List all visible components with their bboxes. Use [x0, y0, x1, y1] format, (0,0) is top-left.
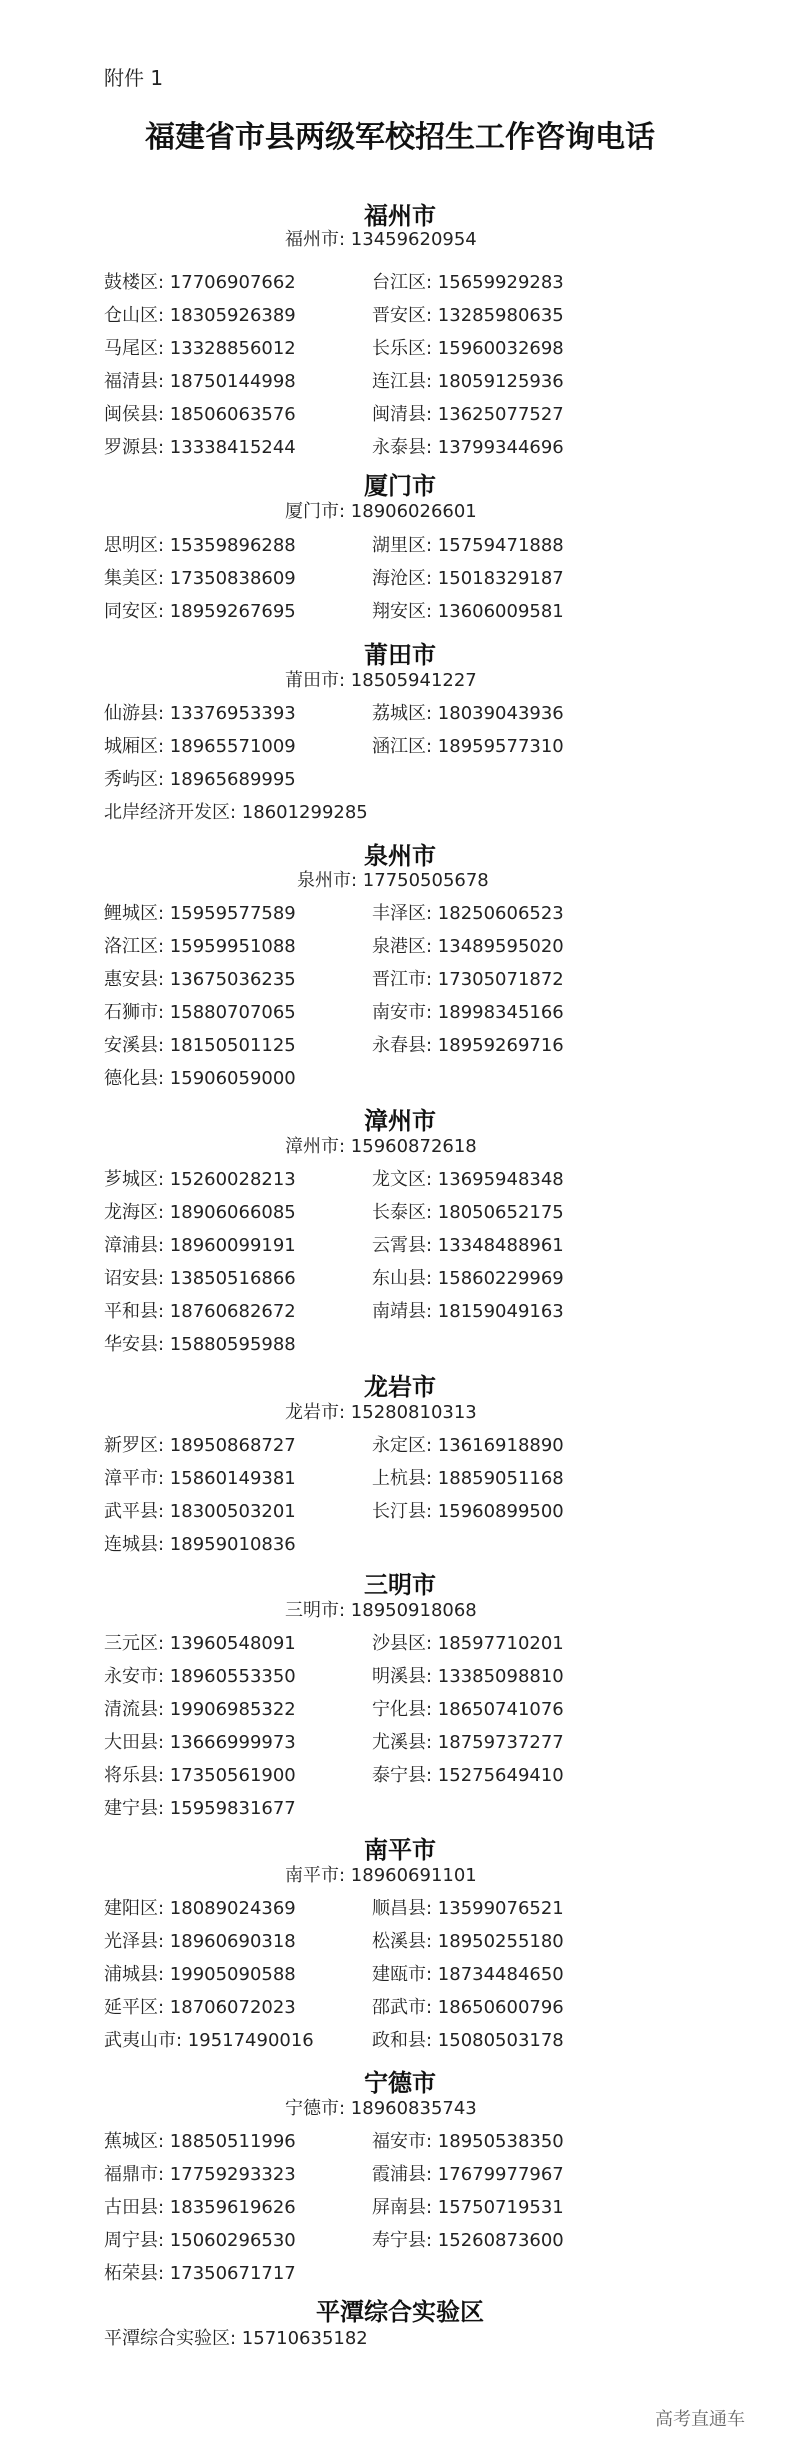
- district-contact: 寿宁县: 15260873600: [372, 2230, 564, 2251]
- footer-watermark: 高考直通车: [655, 2409, 745, 2430]
- district-contact: 荔城区: 18039043936: [372, 703, 564, 724]
- district-contact: 清流县: 19906985322: [104, 1699, 296, 1720]
- city-main-contact: 南平市: 18960691101: [285, 1865, 477, 1886]
- district-contact: 福清县: 18750144998: [104, 371, 296, 392]
- district-contact: 芗城区: 15260028213: [104, 1169, 296, 1190]
- attachment-label: 附件 1: [104, 66, 164, 90]
- district-contact: 大田县: 13666999973: [104, 1732, 296, 1753]
- district-contact: 平和县: 18760682672: [104, 1301, 296, 1322]
- city-heading: 南平市: [364, 1835, 436, 1864]
- city-main-contact: 厦门市: 18906026601: [285, 501, 477, 522]
- district-contact: 台江区: 15659929283: [372, 272, 564, 293]
- district-contact: 石狮市: 15880707065: [104, 1002, 296, 1023]
- city-heading: 厦门市: [364, 471, 436, 500]
- district-contact: 北岸经济开发区: 18601299285: [104, 802, 368, 823]
- district-contact: 仓山区: 18305926389: [104, 305, 296, 326]
- district-contact: 三元区: 13960548091: [104, 1633, 296, 1654]
- district-contact: 龙海区: 18906066085: [104, 1202, 296, 1223]
- city-main-contact: 宁德市: 18960835743: [285, 2098, 477, 2119]
- district-contact: 武夷山市: 19517490016: [104, 2030, 314, 2051]
- district-contact: 湖里区: 15759471888: [372, 535, 564, 556]
- district-contact: 新罗区: 18950868727: [104, 1435, 296, 1456]
- city-heading: 宁德市: [364, 2068, 436, 2097]
- district-contact: 马尾区: 13328856012: [104, 338, 296, 359]
- district-contact: 东山县: 15860229969: [372, 1268, 564, 1289]
- district-contact: 政和县: 15080503178: [372, 2030, 564, 2051]
- district-contact: 鲤城区: 15959577589: [104, 903, 296, 924]
- district-contact: 长乐区: 15960032698: [372, 338, 564, 359]
- district-contact: 长泰区: 18050652175: [372, 1202, 564, 1223]
- district-contact: 周宁县: 15060296530: [104, 2230, 296, 2251]
- district-contact: 闽侯县: 18506063576: [104, 404, 296, 425]
- city-main-contact: 莆田市: 18505941227: [285, 670, 477, 691]
- district-contact: 建宁县: 15959831677: [104, 1798, 296, 1819]
- city-heading: 泉州市: [364, 841, 436, 870]
- city-heading: 莆田市: [364, 640, 436, 669]
- district-contact: 武平县: 18300503201: [104, 1501, 296, 1522]
- district-contact: 延平区: 18706072023: [104, 1997, 296, 2018]
- district-contact: 南靖县: 18159049163: [372, 1301, 564, 1322]
- city-main-contact: 漳州市: 15960872618: [285, 1136, 477, 1157]
- district-contact: 思明区: 15359896288: [104, 535, 296, 556]
- district-contact: 秀屿区: 18965689995: [104, 769, 296, 790]
- district-contact: 顺昌县: 13599076521: [372, 1898, 564, 1919]
- district-contact: 德化县: 15906059000: [104, 1068, 296, 1089]
- city-heading: 三明市: [364, 1570, 436, 1599]
- district-contact: 海沧区: 15018329187: [372, 568, 564, 589]
- district-contact: 屏南县: 15750719531: [372, 2197, 564, 2218]
- city-main-contact: 泉州市: 17750505678: [297, 870, 489, 891]
- district-contact: 平潭综合实验区: 15710635182: [104, 2328, 368, 2349]
- district-contact: 建瓯市: 18734484650: [372, 1964, 564, 1985]
- district-contact: 漳平市: 15860149381: [104, 1468, 296, 1489]
- district-contact: 晋安区: 13285980635: [372, 305, 564, 326]
- district-contact: 涵江区: 18959577310: [372, 736, 564, 757]
- district-contact: 漳浦县: 18960099191: [104, 1235, 296, 1256]
- district-contact: 翔安区: 13606009581: [372, 601, 564, 622]
- district-contact: 福鼎市: 17759293323: [104, 2164, 296, 2185]
- district-contact: 尤溪县: 18759737277: [372, 1732, 564, 1753]
- district-contact: 沙县区: 18597710201: [372, 1633, 564, 1654]
- district-contact: 晋江市: 17305071872: [372, 969, 564, 990]
- district-contact: 上杭县: 18859051168: [372, 1468, 564, 1489]
- district-contact: 光泽县: 18960690318: [104, 1931, 296, 1952]
- page-title: 福建省市县两级军校招生工作咨询电话: [145, 120, 655, 155]
- city-heading: 平潭综合实验区: [316, 2297, 484, 2326]
- district-contact: 集美区: 17350838609: [104, 568, 296, 589]
- district-contact: 仙游县: 13376953393: [104, 703, 296, 724]
- district-contact: 连城县: 18959010836: [104, 1534, 296, 1555]
- district-contact: 城厢区: 18965571009: [104, 736, 296, 757]
- district-contact: 诏安县: 13850516866: [104, 1268, 296, 1289]
- city-heading: 漳州市: [364, 1106, 436, 1135]
- city-main-contact: 龙岩市: 15280810313: [285, 1402, 477, 1423]
- district-contact: 古田县: 18359619626: [104, 2197, 296, 2218]
- district-contact: 泉港区: 13489595020: [372, 936, 564, 957]
- district-contact: 蕉城区: 18850511996: [104, 2131, 296, 2152]
- district-contact: 鼓楼区: 17706907662: [104, 272, 296, 293]
- district-contact: 松溪县: 18950255180: [372, 1931, 564, 1952]
- district-contact: 永安市: 18960553350: [104, 1666, 296, 1687]
- district-contact: 浦城县: 19905090588: [104, 1964, 296, 1985]
- district-contact: 龙文区: 13695948348: [372, 1169, 564, 1190]
- district-contact: 同安区: 18959267695: [104, 601, 296, 622]
- district-contact: 南安市: 18998345166: [372, 1002, 564, 1023]
- district-contact: 永春县: 18959269716: [372, 1035, 564, 1056]
- district-contact: 宁化县: 18650741076: [372, 1699, 564, 1720]
- city-heading: 福州市: [364, 201, 436, 230]
- district-contact: 永定区: 13616918890: [372, 1435, 564, 1456]
- district-contact: 将乐县: 17350561900: [104, 1765, 296, 1786]
- district-contact: 长汀县: 15960899500: [372, 1501, 564, 1522]
- district-contact: 建阳区: 18089024369: [104, 1898, 296, 1919]
- district-contact: 连江县: 18059125936: [372, 371, 564, 392]
- district-contact: 惠安县: 13675036235: [104, 969, 296, 990]
- district-contact: 福安市: 18950538350: [372, 2131, 564, 2152]
- district-contact: 柘荣县: 17350671717: [104, 2263, 296, 2284]
- district-contact: 华安县: 15880595988: [104, 1334, 296, 1355]
- district-contact: 闽清县: 13625077527: [372, 404, 564, 425]
- district-contact: 罗源县: 13338415244: [104, 437, 296, 458]
- district-contact: 霞浦县: 17679977967: [372, 2164, 564, 2185]
- city-main-contact: 三明市: 18950918068: [285, 1600, 477, 1621]
- city-heading: 龙岩市: [364, 1372, 436, 1401]
- district-contact: 云霄县: 13348488961: [372, 1235, 564, 1256]
- district-contact: 安溪县: 18150501125: [104, 1035, 296, 1056]
- district-contact: 泰宁县: 15275649410: [372, 1765, 564, 1786]
- district-contact: 洛江区: 15959951088: [104, 936, 296, 957]
- district-contact: 丰泽区: 18250606523: [372, 903, 564, 924]
- district-contact: 邵武市: 18650600796: [372, 1997, 564, 2018]
- district-contact: 明溪县: 13385098810: [372, 1666, 564, 1687]
- district-contact: 永泰县: 13799344696: [372, 437, 564, 458]
- city-main-contact: 福州市: 13459620954: [285, 229, 477, 250]
